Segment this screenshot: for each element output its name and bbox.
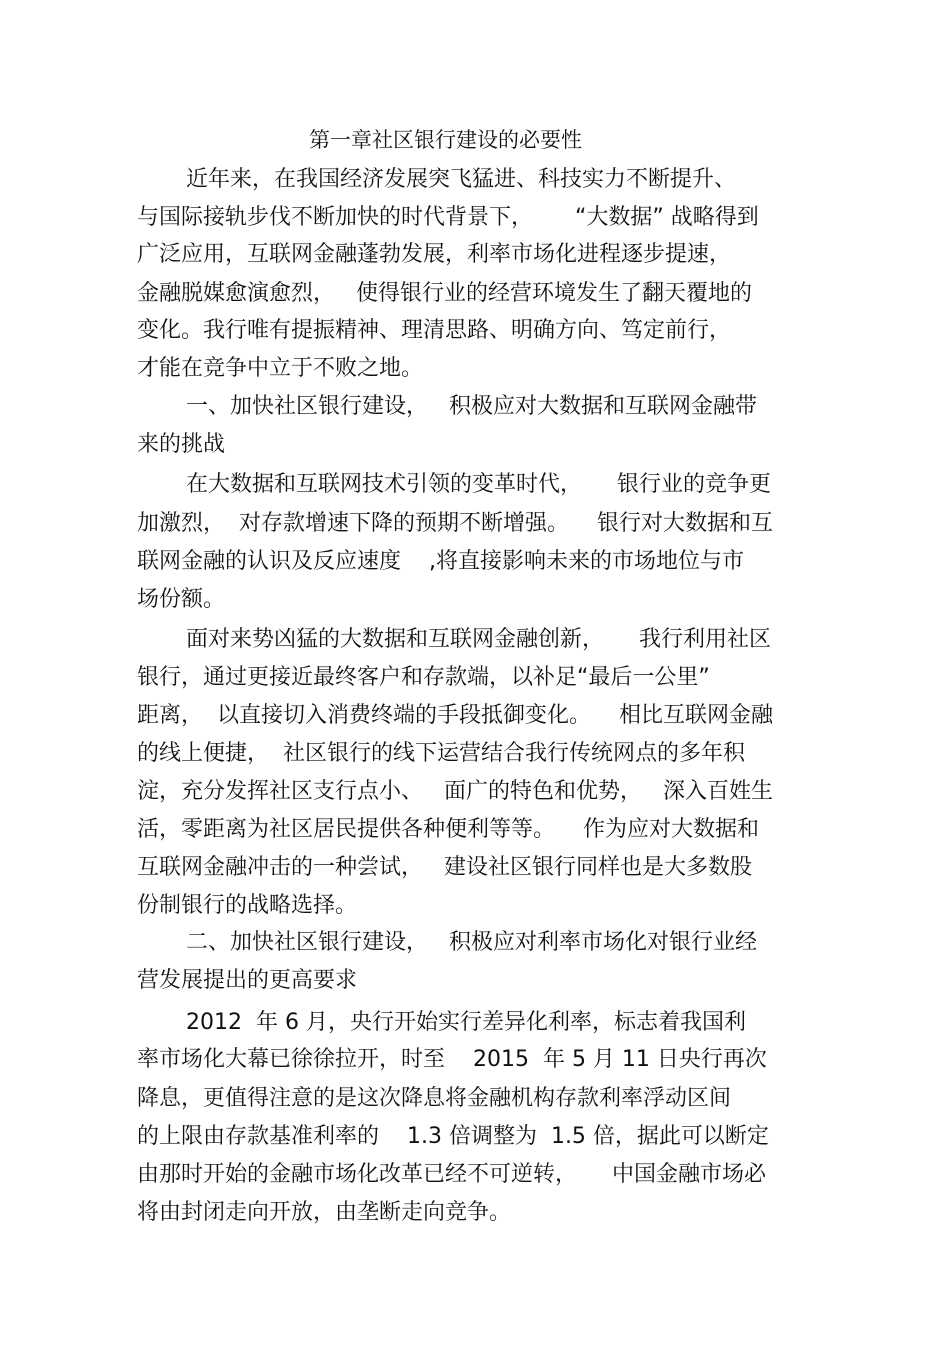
text-line: 的线上便捷， 社区银行的线下运营结合我行传统网点的多年积 [137,741,745,766]
text-line: 广泛应用，互联网金融蓬勃发展，利率市场化进程逐步提速， [137,242,732,267]
text-line: 的上限由存款基准利率的 1.3 倍调整为 1.5 倍，据此可以断定 [137,1124,769,1149]
text-line: 率市场化大幕已徐徐拉开，时至 2015 年 5 月 11 日央行再次 [137,1047,767,1072]
text-line: 近年来，在我国经济发展突飞猛进、科技实力不断提升、 [186,167,737,192]
text-line: 变化。我行唯有提振精神、理清思路、明确方向、笃定前行， [137,318,732,343]
text-line: 联网金融的认识及反应速度 ,将直接影响未来的市场地位与市 [137,549,744,574]
text-line: 2012 年 6 月，央行开始实行差异化利率，标志着我国利 [186,1010,746,1035]
text-line: 加激烈， 对存款增速下降的预期不断增强。 银行对大数据和互 [137,511,773,536]
section-heading-line: 营发展提出的更高要求 [137,968,358,993]
text-line: 面对来势凶猛的大数据和互联网金融创新， 我行利用社区 [186,627,771,652]
text-line: 银行，通过更接近最终客户和存款端，以补足“最后一公里” [137,665,710,690]
text-line: 淀，充分发挥社区支行点小、 面广的特色和优势， 深入百姓生 [137,779,773,804]
text-line: 份制银行的战略选择。 [137,893,358,918]
text-line: 将由封闭走向开放，由垄断走向竞争。 [137,1200,512,1225]
section-heading-line: 来的挑战 [137,432,226,457]
text-line: 距离， 以直接切入消费终端的手段抵御变化。 相比互联网金融 [137,703,773,728]
text-line: 与国际接轨步伐不断加快的时代背景下， “大数据” 战略得到 [137,205,759,230]
text-line: 活，零距离为社区居民提供各种便利等等。 作为应对大数据和 [137,817,759,842]
text-line: 互联网金融冲击的一种尝试， 建设社区银行同样也是大多数股 [137,855,752,880]
text-line: 才能在竞争中立于不败之地。 [137,356,424,381]
section-heading-line: 一、加快社区银行建设， 积极应对大数据和互联网金融带 [186,394,757,419]
section-heading-line: 二、加快社区银行建设， 积极应对利率市场化对银行业经 [186,930,757,955]
text-line: 金融脱媒愈演愈烈， 使得银行业的经营环境发生了翻天覆地的 [137,281,752,306]
text-line: 由那时开始的金融市场化改革已经不可逆转， 中国金融市场必 [137,1162,766,1187]
text-line: 降息，更值得注意的是这次降息将金融机构存款利率浮动区间 [137,1086,732,1111]
text-line: 场份额。 [137,587,226,612]
chapter-title: 第一章社区银行建设的必要性 [309,128,582,152]
text-line: 在大数据和互联网技术引领的变革时代， 银行业的竞争更 [186,472,771,497]
